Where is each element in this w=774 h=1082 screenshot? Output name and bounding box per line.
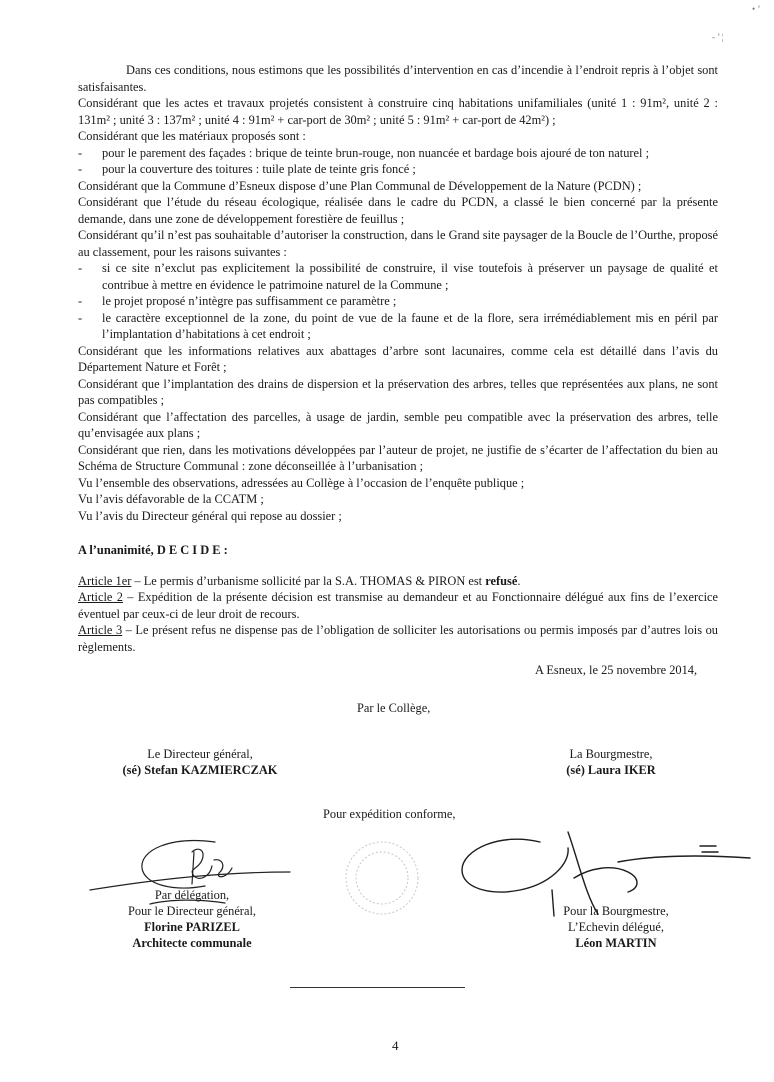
paragraph: Dans ces conditions, nous estimons que les possibilités d’intervention en cas d’incendie à l’endroit repris à l’objet sont satisfaisantes.: [78, 63, 718, 94]
director-name: (sé) Stefan KAZMIERCZAK: [122, 763, 278, 777]
article-dash: –: [122, 623, 136, 637]
article-label: Article 2: [78, 590, 123, 604]
article-dash: –: [122, 590, 138, 604]
delegation-left-role: Architecte communale: [132, 936, 252, 950]
paragraph: Considérant que les matériaux proposés sont :: [78, 129, 306, 143]
paragraph: Vu l’avis défavorable de la CCATM ;: [78, 492, 264, 506]
delegation-left-line2: Pour le Directeur général,: [128, 904, 256, 918]
article-text: Le permis d’urbanisme sollicité par la S.A. THOMAS & PIRON est: [143, 573, 486, 588]
stamp-seal: [346, 842, 418, 914]
delegation-right-line1: Pour la Bourgmestre,: [563, 904, 669, 918]
article-dash: –: [131, 573, 144, 588]
article-text: Expédition de la présente décision est transmise au demandeur et au Fonctionnaire délégué aux fins de l’exercice éventuel par ceux-ci de leur droit de recours.: [78, 590, 719, 621]
delegation-right-block: [536, 903, 696, 951]
article-label: Article 1er: [78, 573, 132, 588]
list-item: - le caractère exceptionnel de la zone, du point de vue de la faune et de la flore, sera irrémédiablement mis en péril par l’implantation d’habitations à cet endroit ;: [78, 310, 718, 343]
paragraph: Considérant que l’affectation des parcelles, à usage de jardin, semble peu compatible avec la préservation des arbres, telle qu’envisagée aux plans ;: [78, 409, 718, 440]
bourgmestre-name: (sé) Laura IKER: [566, 763, 656, 777]
delegation-left-line1: Par délégation,: [154, 888, 230, 902]
page-number: 4: [392, 1038, 399, 1053]
list-item: - le projet proposé n’intègre pas suffisamment ce paramètre ;: [78, 293, 718, 310]
paragraph: Considérant que la Commune d’Esneux dispose d’une Plan Communal de Développement de la Nature (PCDN) ;: [78, 178, 642, 193]
list-item: - si ce site n’exclut pas explicitement la possibilité de construire, il vise toutefois à préserver un paysage de qualité et contribue à mettre en évidence le patrimoine naturel de la Commune ;: [78, 260, 718, 293]
article-text: Le présent refus ne dispense pas de l’obligation de solliciter les autorisations ou permis imposés par d’autres lois ou règlements.: [78, 623, 719, 654]
refused-emphasis: refusé: [485, 573, 518, 588]
date-line: A Esneux, le 25 novembre 2014,: [535, 663, 698, 677]
scan-speck: - ’ ¦: [712, 32, 724, 42]
paragraph: Considérant que l’étude du réseau écologique, réalisée dans le cadre du PCDN, a classé le bien concerné par la présente demande, dans une zone de développement forestière de feuillus ;: [78, 195, 718, 226]
paragraph: Considérant qu’il n’est pas souhaitable d’autoriser la construction, dans le Grand site paysager de la Boucle de l’Ourthe, proposé au classement, pour les raisons suivantes :: [78, 228, 718, 259]
bourgmestre-title: La Bourgmestre,: [569, 747, 653, 761]
paragraph: Considérant que les informations relatives aux abattages d’arbre sont lacunaires, comme cela est détaillé dans l’avis du Département Nature et Forêt ;: [78, 343, 718, 374]
article-label: Article 3: [78, 623, 123, 637]
delegation-left-block: [96, 887, 288, 951]
paragraph: Considérant que rien, dans les motivations développées par l’auteur de projet, ne justifie de s’écarter de l’affectation du bien au Schéma de Structure Communal : zone déconseillée à l’urbanisation ;: [78, 442, 718, 473]
paragraph: Considérant que les actes et travaux projetés consistent à construire cinq habitations unifamiliales (unité 1 : 91m², unité 2 : 131m² ; unité 3 : 137m² ; unité 4 : 91m² + car-port de 30m² ; unité 5 : 91m² + car-port de 42m²) ;: [78, 96, 718, 127]
bottom-rule: [290, 987, 465, 988]
list-item: - pour le parement des façades : brique de teinte brun-rouge, non nuancée et bardage bois ajouré de ton naturel ;: [78, 145, 718, 162]
paragraph: Vu l’avis du Directeur général qui repose au dossier ;: [78, 508, 342, 523]
paragraph: Considérant que l’implantation des drains de dispersion et la préservation des arbres, telles que représentées aux plans, ne sont pas compatibles ;: [78, 376, 718, 407]
delegation-right-name: Léon MARTIN: [575, 936, 657, 950]
article-tail: .: [517, 573, 521, 588]
expedition-line: Pour expédition conforme,: [323, 807, 456, 821]
decision-heading: A l’unanimité, D E C I D E :: [78, 543, 228, 557]
delegation-right-line2: L’Echevin délégué,: [568, 920, 664, 934]
delegation-left-name: Florine PARIZEL: [144, 920, 240, 934]
college-line: Par le Collège,: [357, 701, 431, 715]
director-title: Le Directeur général,: [147, 747, 253, 761]
paragraph: Vu l’ensemble des observations, adressées au Collège à l’occasion de l’enquête publique ;: [78, 475, 525, 490]
list-item: - pour la couverture des toitures : tuile plate de teinte gris foncé ;: [78, 161, 718, 178]
scan-speck: • ’: [752, 4, 761, 14]
